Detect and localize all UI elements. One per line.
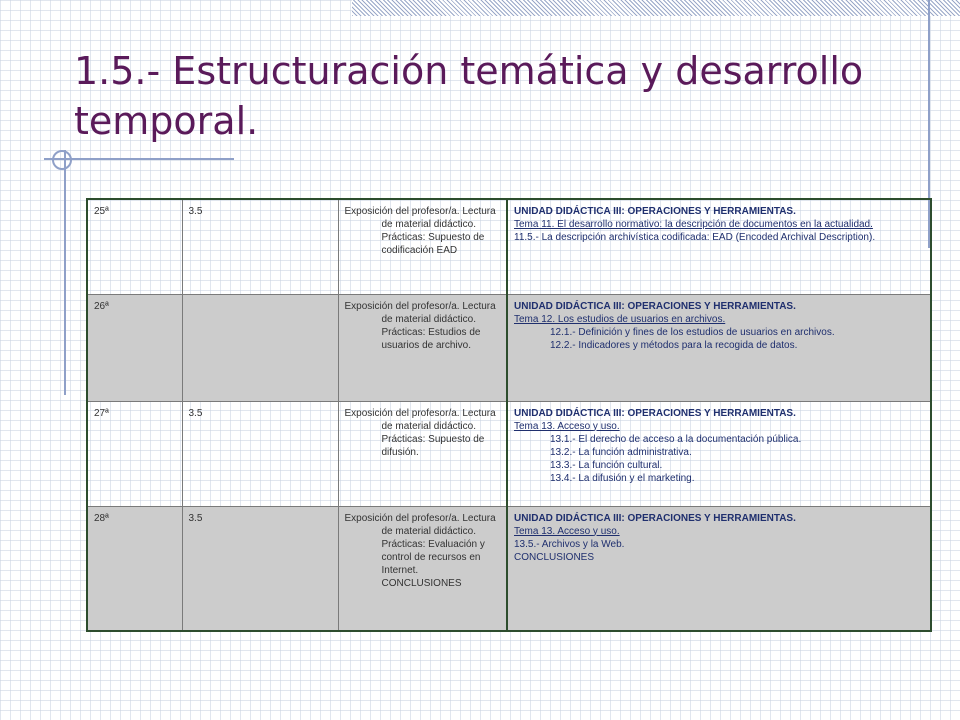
tema-link[interactable]: Tema 12. Los estudios de usuarios en archivos.: [514, 313, 726, 325]
content-cell: [507, 401, 931, 506]
subtopic-line: 12.1.- Definición y fines de los estudios de usuarios en archivos.: [550, 326, 835, 338]
session-cell: 28ª: [87, 506, 182, 631]
activity-text: Exposición del profesor/a. Lectura de material didáctico. Prácticas: Estudios de usuarios de archivo.: [344, 300, 496, 351]
content-cell: [507, 506, 931, 631]
hours-cell: [182, 294, 338, 401]
unit-heading: UNIDAD DIDÁCTICA III: OPERACIONES Y HERRAMIENTAS.: [514, 407, 796, 419]
hours-cell: 3.5: [182, 401, 338, 506]
session-cell: 26ª: [87, 294, 182, 401]
session-cell: 25ª: [87, 199, 182, 294]
unit-heading: UNIDAD DIDÁCTICA III: OPERACIONES Y HERRAMIENTAS.: [514, 512, 796, 524]
unit-heading: UNIDAD DIDÁCTICA III: OPERACIONES Y HERRAMIENTAS.: [514, 300, 796, 312]
decorative-circle-icon: [52, 150, 72, 170]
subtopic-line: 13.2.- La función administrativa.: [550, 446, 692, 458]
content-cell: [507, 294, 931, 401]
header-hatch-decoration: [352, 0, 960, 16]
conclusions-line: CONCLUSIONES: [514, 551, 595, 563]
table-row: [87, 506, 931, 631]
hours-cell: 3.5: [182, 506, 338, 631]
subtopic-line: 13.1.- El derecho de acceso a la documentación pública.: [550, 433, 802, 445]
session-cell: 27ª: [87, 401, 182, 506]
subtopic-line: 11.5.- La descripción archivística codificada: EAD (Encoded Archival Description).: [514, 232, 876, 243]
hours-cell: 3.5: [182, 199, 338, 294]
subtopic-line: 13.4.- La difusión y el marketing.: [550, 472, 695, 484]
table-row: [87, 401, 931, 506]
slide-title: 1.5.- Estructuración temática y desarrollo temporal.: [74, 49, 864, 143]
activity-text: Exposición del profesor/a. Lectura de material didáctico. Prácticas: Evaluación y control de recursos en Internet. CONCLUSIONES: [344, 512, 496, 589]
decorative-vertical-line-left: [64, 150, 66, 395]
subtopic-line: 13.5.- Archivos y la Web.: [514, 538, 625, 550]
activity-cell: [338, 294, 507, 401]
subtopic-line: 12.2.- Indicadores y métodos para la recogida de datos.: [550, 339, 798, 351]
activity-cell: [338, 401, 507, 506]
schedule-table: [86, 198, 932, 632]
tema-link[interactable]: Tema 11. El desarrollo normativo: la descripción de documentos en la actualidad.: [514, 219, 873, 230]
unit-heading: UNIDAD DIDÁCTICA III: OPERACIONES Y HERRAMIENTAS.: [514, 206, 796, 217]
activity-text: Exposición del profesor/a. Lectura de material didáctico. Prácticas: Supuesto de codificación EAD: [344, 206, 496, 256]
title-underline-rule: [44, 158, 234, 160]
tema-link[interactable]: Tema 13. Acceso y uso.: [514, 420, 620, 432]
activity-cell: [338, 506, 507, 631]
activity-text: Exposición del profesor/a. Lectura de material didáctico. Prácticas: Supuesto de difusión.: [344, 407, 496, 458]
tema-link[interactable]: Tema 13. Acceso y uso.: [514, 525, 620, 537]
content-cell: [507, 199, 931, 294]
subtopic-line: 13.3.- La función cultural.: [550, 459, 663, 471]
table-row: [87, 199, 931, 294]
table-row: [87, 294, 931, 401]
activity-cell: [338, 199, 507, 294]
